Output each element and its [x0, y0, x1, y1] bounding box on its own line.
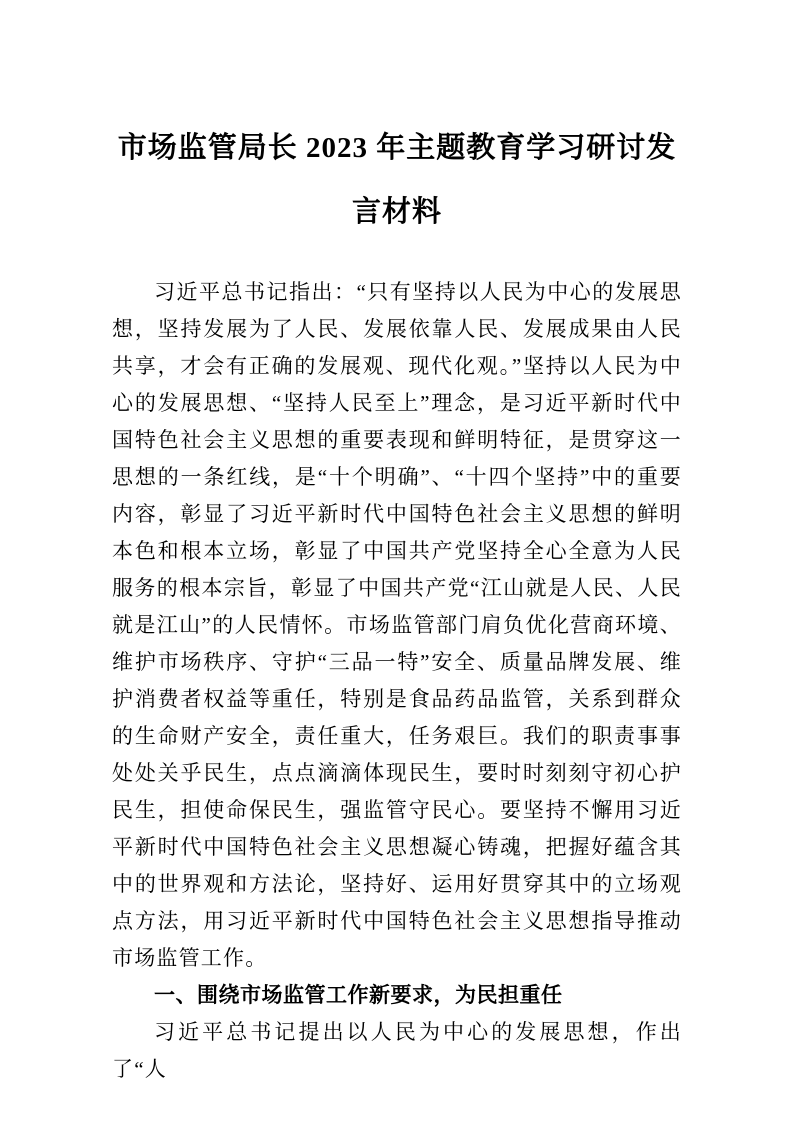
document-title — [112, 116, 682, 244]
document-title-line-2: 言材料 — [351, 196, 442, 228]
section-heading-1: 一、围绕市场监管工作新要求，为民担重任 — [154, 984, 563, 1007]
body-paragraph-2: 习近平总书记提出以人民为中心的发展思想，作出了“人 — [112, 1020, 682, 1081]
document-title-line-1: 市场监管局长 2023 年主题教育学习研讨发 — [117, 132, 677, 164]
body-paragraph-1: 习近平总书记指出：“只有坚持以人民为中心的发展思想，坚持发展为了人民、发展依靠人民、发展成果由人民共享，才会有正确的发展观、现代化观。”坚持以人民为中心的发展思想、“坚持人民至上”理念，是习近平新时代中国特色社会主义思想的重要表现和鲜明特征，是贯穿这一思想的一条红线，是“十个明确”、“十四个坚持”中的重要内容，彰显了习近平新时代中国特色社会主义思想的鲜明本色和根本立场，彰显了中国共产党坚持全心全意为人民服务的根本宗旨，彰显了中国共产党“江山就是人民、人民就是江山”的人民情怀。市场监管部门肩负优化营商环境、维护市场秩序、守护“三品一特”安全、质量品牌发展、维护消费者权益等重任，特别是食品药品监管，关系到群众的生命财产安全，责任重大，任务艰巨。我们的职责事事处处关乎民生，点点滴滴体现民生，要时时刻刻守初心护民生，担使命保民生，强监管守民心。要坚持不懈用习近平新时代中国特色社会主义思想凝心铸魂，把握好蕴含其中的世界观和方法论，坚持好、运用好贯穿其中的立场观点方法，用习近平新时代中国特色社会主义思想指导推动市场监管工作。 — [112, 280, 682, 970]
document-content — [112, 116, 682, 1088]
